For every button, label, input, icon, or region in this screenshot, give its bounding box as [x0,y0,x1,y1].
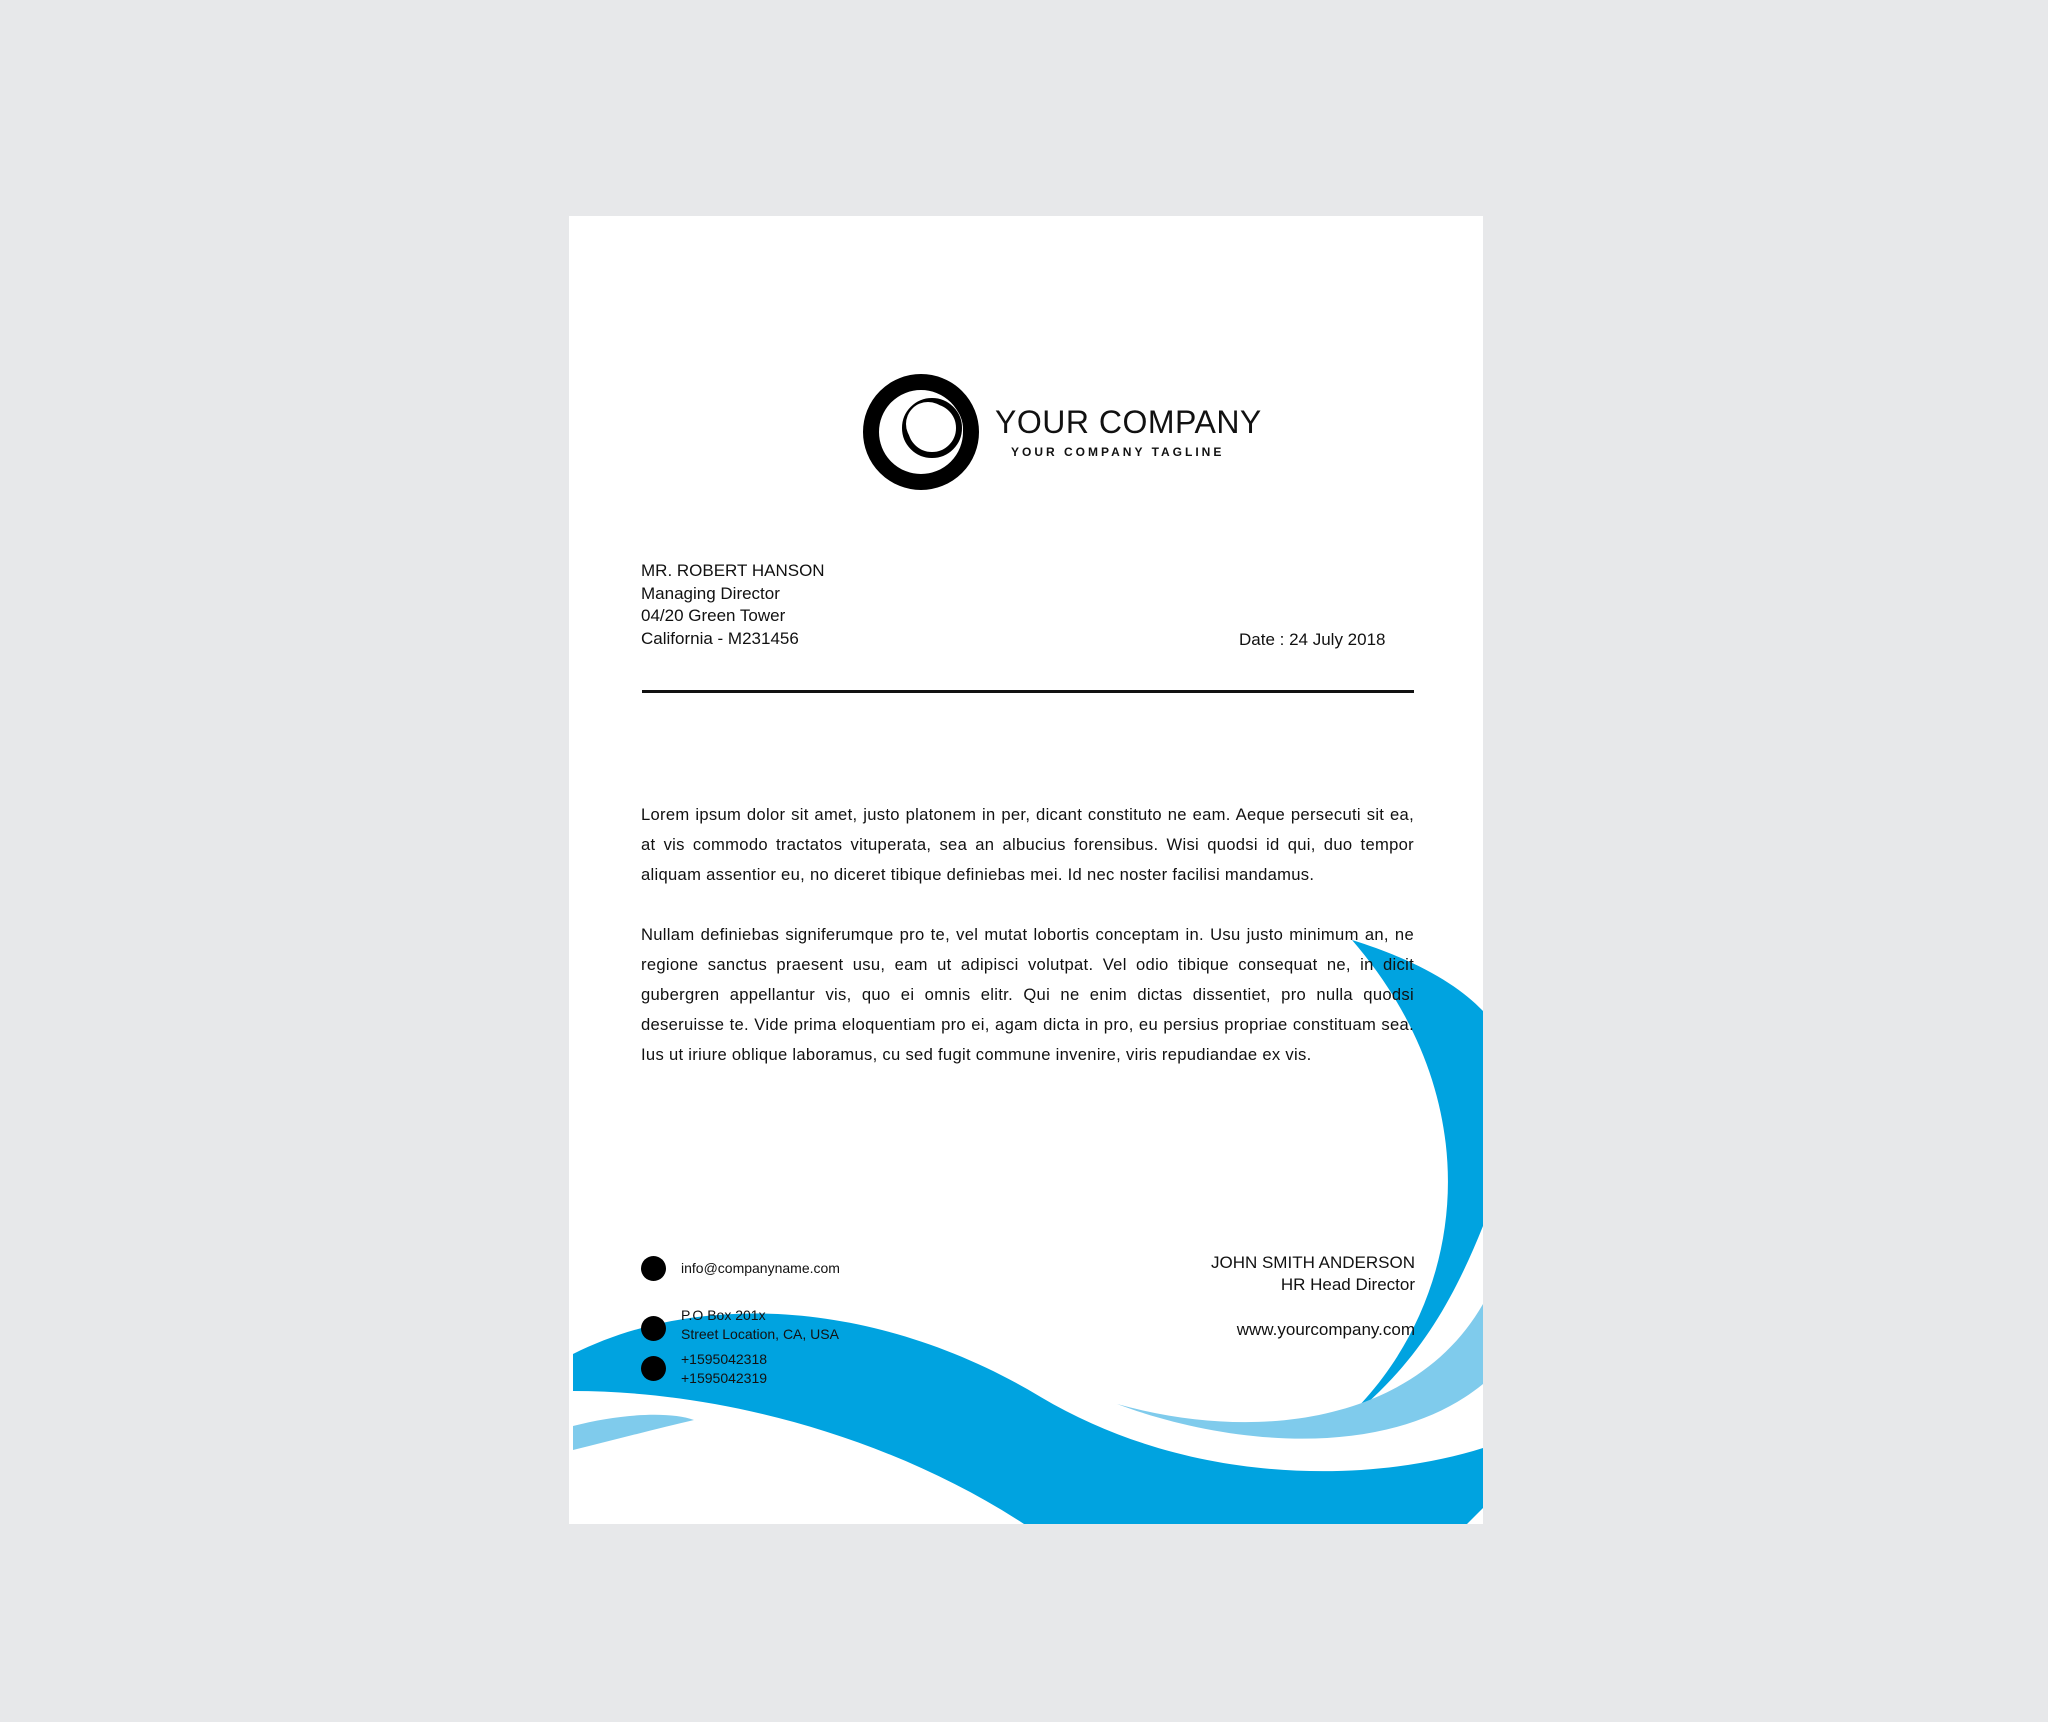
recipient-title: Managing Director [641,583,780,603]
bullet-icon [641,1356,666,1381]
contact-phone-item [641,1350,767,1388]
signatory-name: JOHN SMITH ANDERSON [1210,1253,1415,1272]
contact-po-box: P.O Box 201x [681,1307,766,1323]
letter-date: Date : 24 July 2018 [1239,630,1386,649]
bullet-icon [641,1316,666,1341]
bullet-icon [641,1256,666,1281]
body-paragraph-2: Nullam definiebas signiferumque pro te, vel mutat lobortis conceptam in. Usu justo minimum an, ne regione sanctus praesent usu, eam ut adipisci volutpat. Vel odio tibique consequat ne, in dicit gubergren appellantur vis, quo ei omnis elitr. Qui ne enim dictas dissentiet, pro nulla quodsi deseruisse te. Vide prima eloquentiam pro ei, agam dicta in pro, eu persius propriae constituam sea. Ius ut iriure oblique laboramus, cu sed fugit commune invenire, viris repudiandae ex vis. [641,925,1414,1064]
recipient-address-line1: 04/20 Green Tower [641,606,786,625]
recipient-name: MR. ROBERT HANSON [641,561,825,580]
contact-phone-1: +1595042318 [681,1351,768,1367]
contact-address [681,1306,839,1344]
body-paragraph-1: Lorem ipsum dolor sit amet, justo platonem in per, dicant constituto ne eam. Aeque persecuti sit ea, at vis commodo tractatos vituperata, sea an albucius forensibus. Wisi quodsi id qui, duo tempor aliquam assentior eu, no diceret tibique definiebas mei. Id nec noster facilisi mandamus. [641,805,1414,884]
company-website: www.yourcompany.com [1236,1320,1415,1339]
signatory-title: HR Head Director [1280,1275,1415,1294]
light-left-streak-shape [573,1415,694,1450]
header-divider [642,690,1414,693]
contact-email-item [641,1256,840,1281]
crescent-ring-logo-icon [862,373,980,491]
letterhead-page [569,216,1483,1524]
contact-street: Street Location, CA, USA [681,1326,839,1342]
recipient-block [641,560,825,650]
recipient-address-line2: California - M231456 [641,628,799,648]
contact-address-item [641,1306,839,1344]
contact-phones [681,1350,767,1388]
contact-email: info@companyname.com [681,1260,840,1276]
contact-phone-2: +1595042319 [681,1370,768,1386]
company-name: YOUR COMPANY [995,404,1262,440]
company-tagline: YOUR COMPANY TAGLINE [1011,445,1225,459]
letter-body [641,800,1414,1100]
signature-block [1211,1252,1415,1296]
